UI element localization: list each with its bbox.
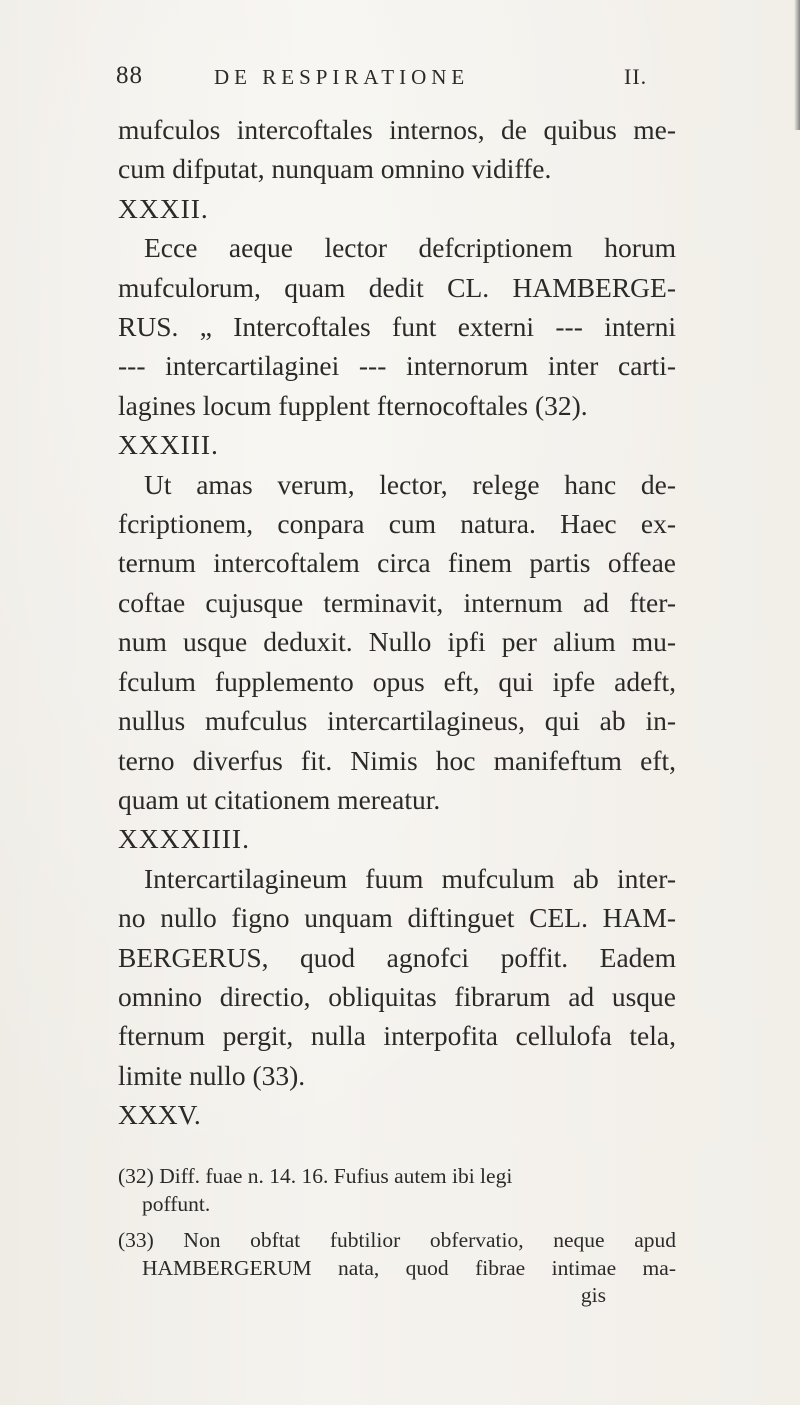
text-line: Ut amas verum, lector, relege hanc de- [144,468,676,500]
text-line: cum difputat, nunquam omnino vidiffe. [118,153,552,185]
text-line: omnino directio, obliquitas fibrarum ad usque [118,980,676,1012]
footnotes [118,1162,676,1308]
footnote-line: poffunt. [142,1192,211,1216]
page-number: 88 [116,62,143,89]
footnote-line: (32) Diff. fuae n. 14. 16. Fufius autem ibi legi [118,1164,513,1188]
text-line: Intercartilagineum fuum mufculum ab inter- [144,862,676,894]
text-line: mufculos intercoftales internos, de quibus me- [118,114,676,145]
text-line: mufculorum, quam dedit CL. HAMBERGE- [118,271,676,303]
text-line: terno diverfus fit. Nimis hoc manifeftum eft, [118,744,676,776]
text-line: Ecce aeque lector defcriptionem horum [144,232,676,264]
page-edge-shadow [794,0,800,130]
footnote-line: HAMBERGERUM nata, quod fibrae intimae ma- [142,1256,676,1280]
part-number: II. [624,64,648,89]
main-text [118,110,676,1135]
text-line: fcriptionem, conpara cum natura. Haec ex- [118,508,676,540]
text-line: fternum pergit, nulla interpofita cellulofa tela, [118,1020,676,1052]
running-title: DE RESPIRATIONE [214,65,470,89]
text-line: BERGERUS, quod agnofci poffit. Eadem [118,941,676,973]
section-heading: XXXXIIII. [118,823,250,855]
text-line: num usque deduxit. Nullo ipfi per alium mu- [118,626,676,658]
text-line: fculum fupplemento opus eft, qui ipfe adeft, [118,665,676,697]
text-line: RUS. „ Intercoftales funt externi --- interni [118,311,676,343]
text-line: coftae cujusque terminavit, internum ad fter- [118,586,676,618]
text-line: --- intercartilaginei --- internorum inter carti- [118,350,676,382]
text-line: no nullo figno unquam diftinguet CEL. HAM- [118,902,676,934]
running-header [116,62,676,96]
text-line: limite nullo (33). [118,1059,306,1091]
footnote-catchword: gis [580,1283,606,1307]
footnote-line: (33) Non obftat fubtilior obfervatio, neque apud [118,1228,676,1252]
section-heading: XXXIII. [118,429,219,461]
section-heading: XXXII. [118,192,209,224]
catchword-heading: XXXV. [118,1099,201,1131]
text-line: lagines locum fupplent fternocoftales (32). [118,389,588,421]
text-line: ternum intercoftalem circa finem partis offeae [118,547,676,579]
text-line: nullus mufculus intercartilagineus, qui ab in- [118,705,676,737]
text-line: quam ut citationem mereatur. [118,783,441,815]
